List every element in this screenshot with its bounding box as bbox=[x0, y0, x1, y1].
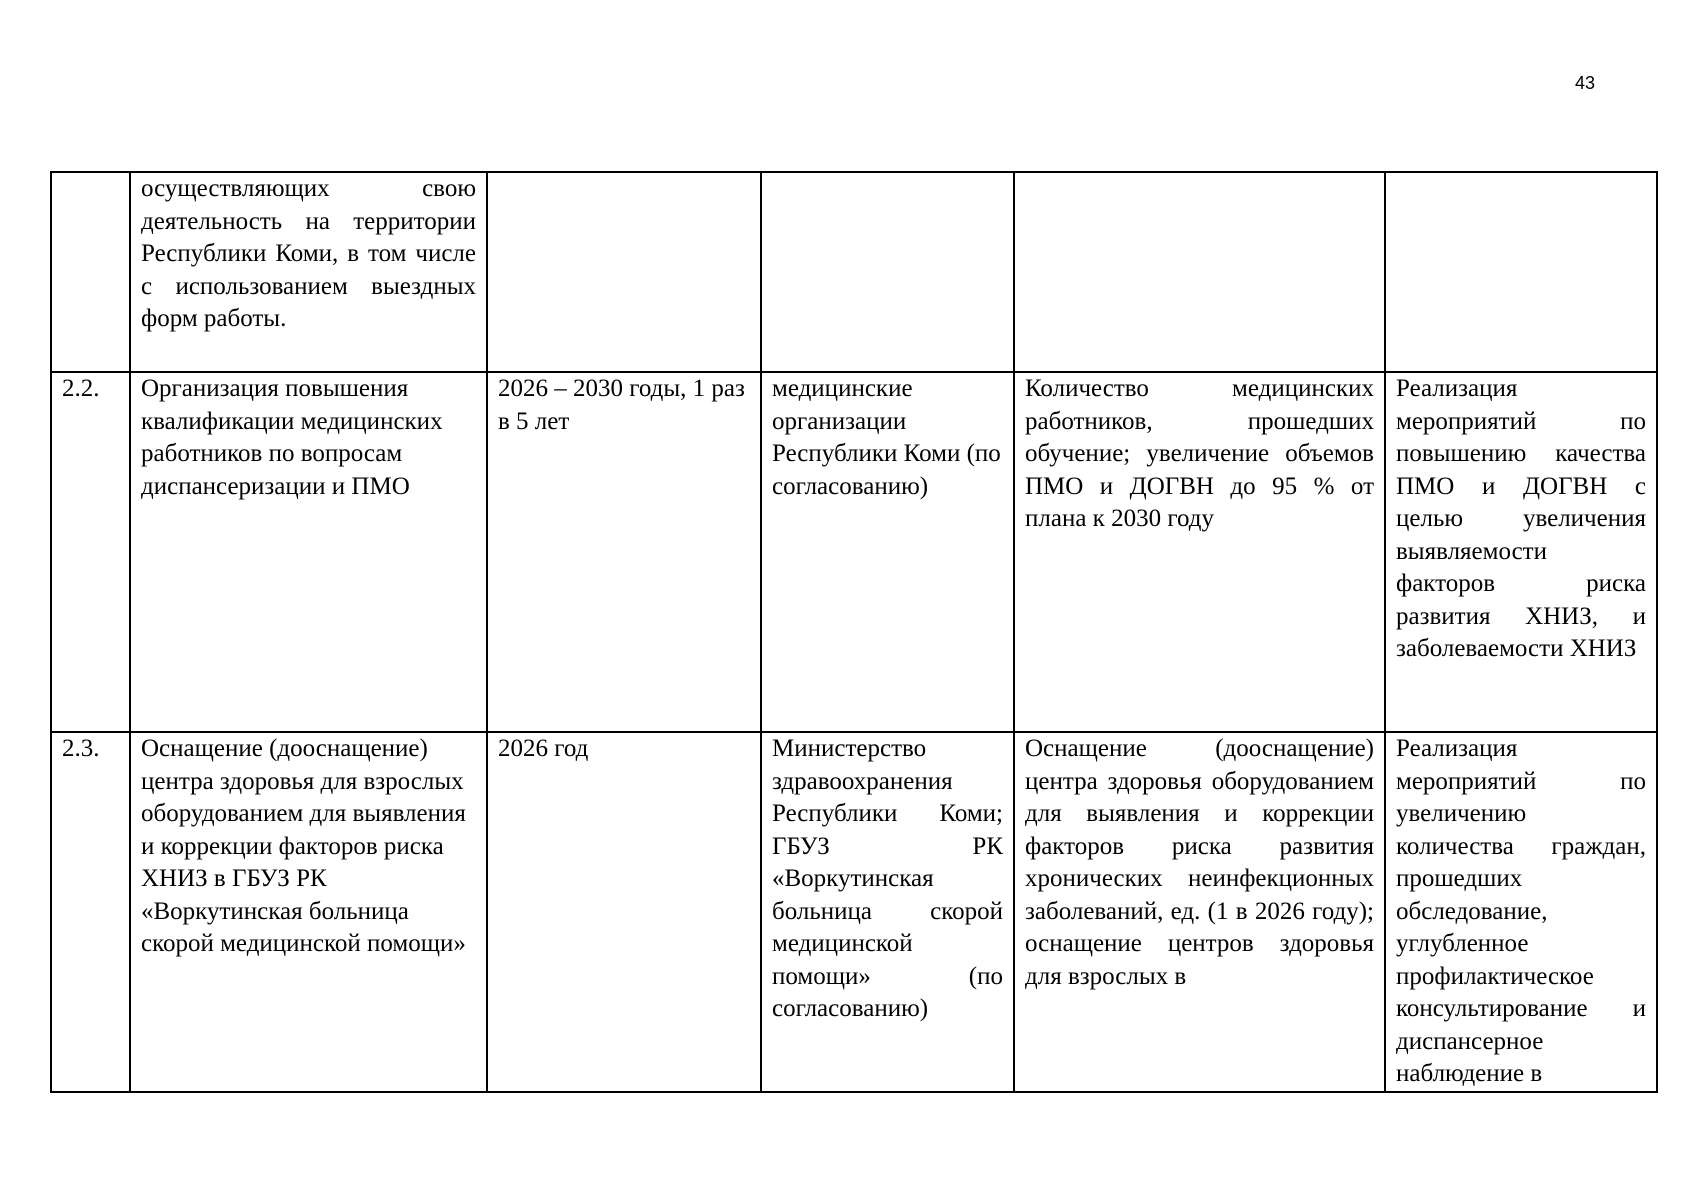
row-number-cell bbox=[51, 172, 130, 372]
result-cell bbox=[1385, 172, 1657, 372]
indicators-cell: Количество медицинских работников, прошедших обучение; увеличение объемов ПМО и ДОГВН до 95 % от плана к 2030 году bbox=[1014, 372, 1385, 732]
table-row bbox=[51, 372, 1657, 732]
row-number-cell: 2.3. bbox=[51, 732, 130, 1092]
page-number: 43 bbox=[1574, 73, 1596, 93]
executors-cell: Министерство здравоохранения Республики Коми; ГБУЗ РК «Воркутинская больница скорой медицинской помощи» (по согласованию) bbox=[761, 732, 1014, 1092]
term-cell: 2026 год bbox=[487, 732, 761, 1092]
result-cell: Реализация мероприятий по увеличению количества граждан, прошедших обследование, углубленное профилактическое консультирование и диспансерное наблюдение в bbox=[1385, 732, 1657, 1092]
indicators-cell bbox=[1014, 172, 1385, 372]
result-cell: Реализация мероприятий по повышению качества ПМО и ДОГВН с целью увеличения выявляемости факторов риска развития ХНИЗ, и заболеваемости ХНИЗ bbox=[1385, 372, 1657, 732]
table-row bbox=[51, 732, 1657, 1092]
term-cell: 2026 – 2030 годы, 1 раз в 5 лет bbox=[487, 372, 761, 732]
table-row bbox=[51, 172, 1657, 372]
event-text: осуществляющих свою деятельность на территории Республики Коми, в том числе с использованием выездных форм работы. bbox=[141, 175, 476, 332]
executors-cell bbox=[761, 172, 1014, 372]
term-cell bbox=[487, 172, 761, 372]
measures-table bbox=[50, 171, 1658, 1093]
event-cell: Организация повышения квалификации медицинских работников по вопросам диспансеризации и ПМО bbox=[130, 372, 487, 732]
executors-cell: медицинские организации Республики Коми (по согласованию) bbox=[761, 372, 1014, 732]
event-cell: Оснащение (дооснащение) центра здоровья для взрослых оборудованием для выявления и коррекции факторов риска ХНИЗ в ГБУЗ РК «Воркутинская больница скорой медицинской помощи» bbox=[130, 732, 487, 1092]
indicators-cell: Оснащение (дооснащение) центра здоровья оборудованием для выявления и коррекции факторов риска развития хронических неинфекционных заболеваний, ед. (1 в 2026 году); оснащение центров здоровья для взрослых в bbox=[1014, 732, 1385, 1092]
event-cell bbox=[130, 172, 487, 372]
row-number-cell: 2.2. bbox=[51, 372, 130, 732]
